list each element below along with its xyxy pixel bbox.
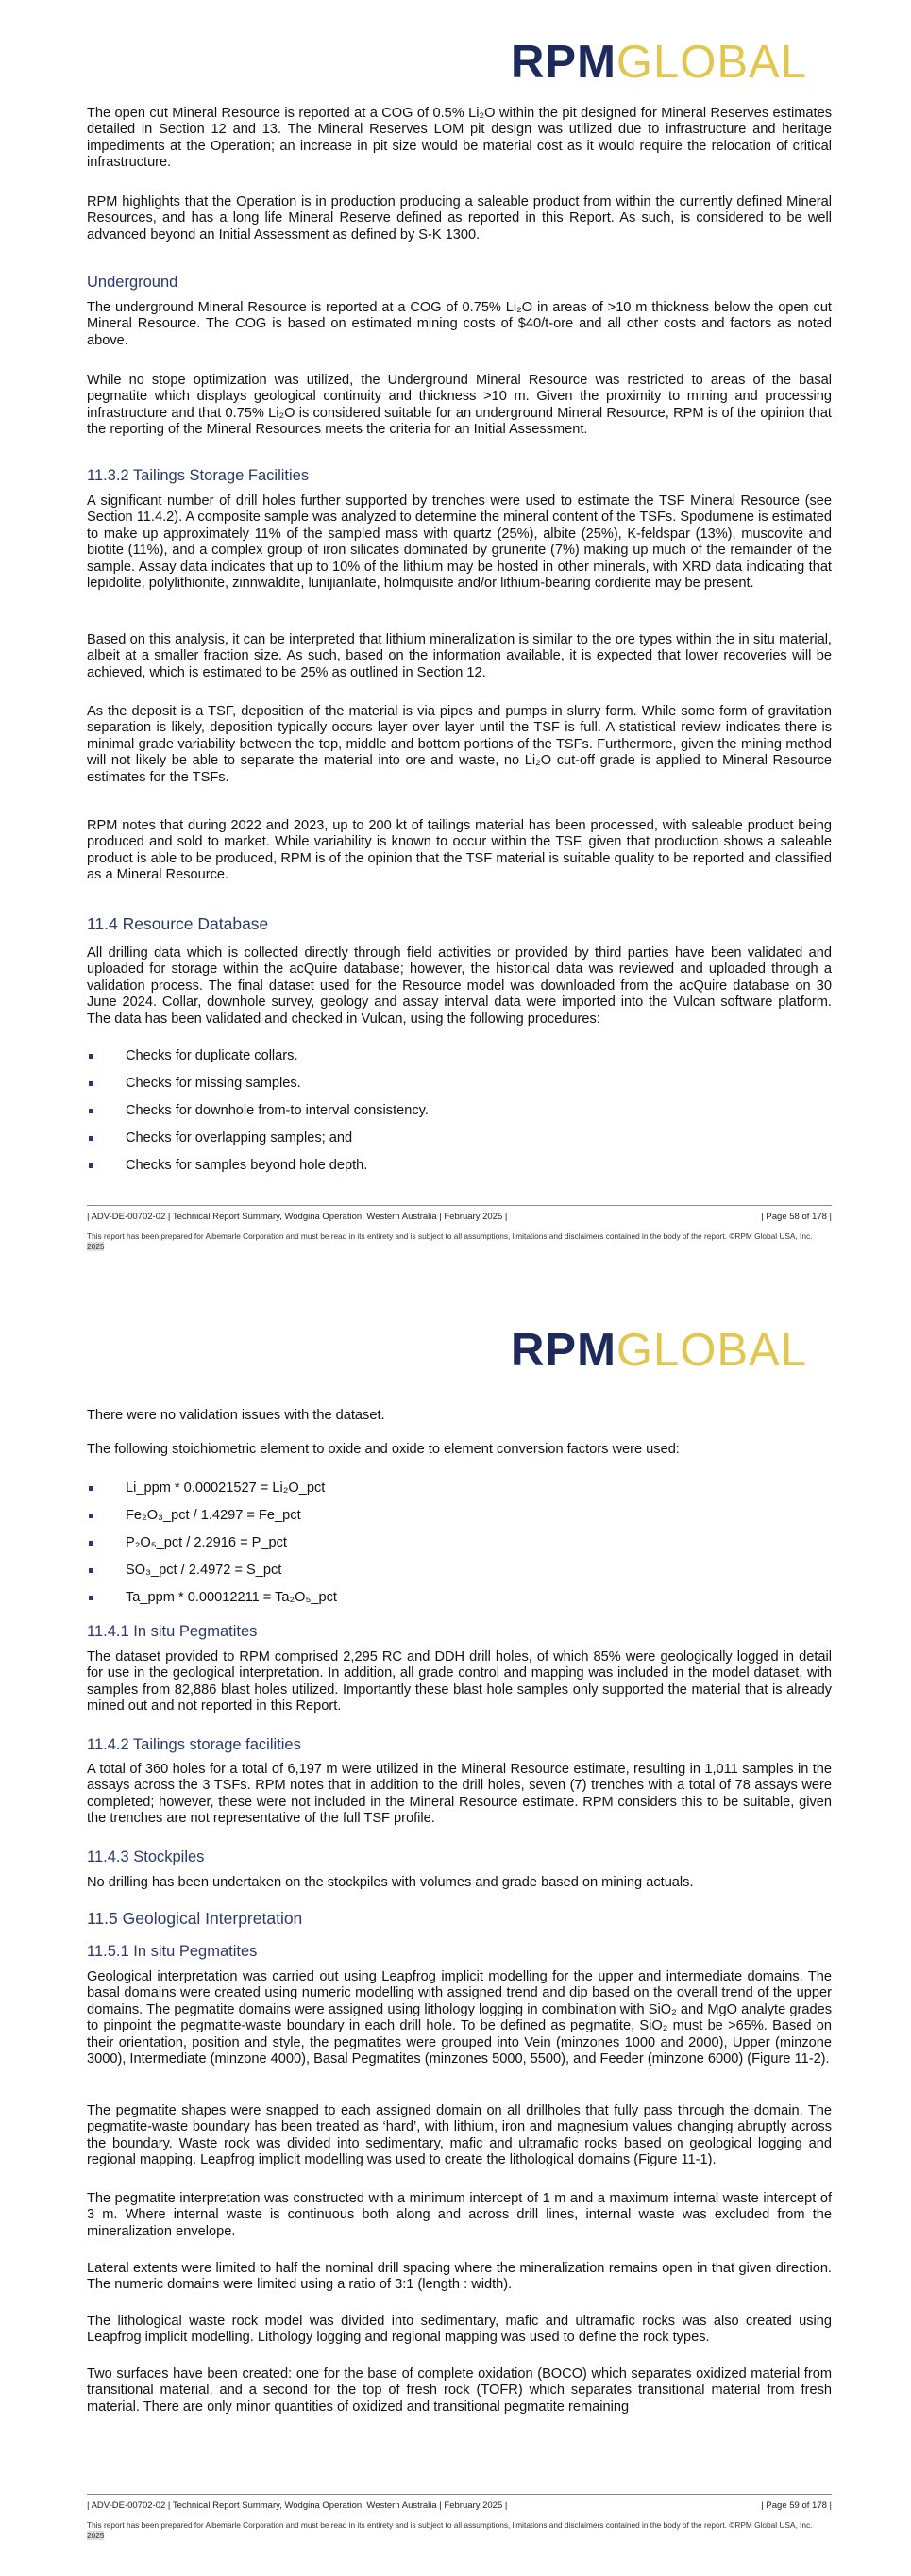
paragraph: The following stoichiometric element to oxide and oxide to element conversion factors were used: — [87, 1442, 680, 1457]
footer-page-number: | Page 58 of 178 | — [761, 1212, 832, 1222]
footer-rule — [87, 1205, 832, 1206]
disclaimer-year: 2025 — [87, 2530, 105, 2540]
conversion-factors-list — [87, 1480, 832, 1617]
page-59-body — [87, 1408, 832, 2484]
logo-global: GLOBAL — [616, 37, 807, 88]
section-heading-11-5-1: 11.5.1 In situ Pegmatites — [87, 1943, 258, 1960]
page-59 — [0, 1288, 911, 2576]
section-heading-11-4-2: 11.4.2 Tailings storage facilities — [87, 1736, 301, 1753]
disclaimer-text: This report has been prepared for Albemarle Corporation and must be read in its entirety and is subject to all assumptions, limitations and disclaimers contained in the body of the report. ©RPM Global USA, Inc. — [87, 1231, 813, 1241]
list-item: Checks for samples beyond hole depth. — [87, 1158, 832, 1185]
paragraph: A significant number of drill holes further supported by trenches were used to estimate the TSF Mineral Resource (see Section 11.4.2). A composite sample was analyzed to determine the mineral content of the TSFs. Spodumene is estimated to make up approximately 11% of the sampled mass with quartz (25%), albite (25%), K-feldspar (13%), muscovite and biotite (11%), and a complex group of iron silicates dominated by grunerite (7%) making up much of the remainder of the sample. Assay data indicates that up to 10% of the lithium may be hosted in other minerals, with XRD data indicating that lepidolite, polylithionite, zinnwaldite, lunijianlaite, holmquisite and/or lithium-bearing cordierite may be present. — [87, 493, 832, 592]
footer-rule — [87, 2494, 832, 2495]
list-item: Checks for overlapping samples; and — [87, 1130, 832, 1158]
list-item: P₂O₅_pct / 2.2916 = P_pct — [87, 1535, 832, 1563]
section-heading-11-5: 11.5 Geological Interpretation — [87, 1909, 303, 1928]
section-heading-11-4: 11.4 Resource Database — [87, 914, 269, 933]
paragraph: The open cut Mineral Resource is reported at a COG of 0.5% Li₂O within the pit designed for Mineral Reserves estimates detailed in Section 12 and 13. The Mineral Reserves LOM pit design was utilized due to infrastructure and heritage impediments at the Operation; an increase in pit size would be material cost as it would require the relocation of critical infrastructure. — [87, 106, 832, 171]
paragraph: No drilling has been undertaken on the stockpiles with volumes and grade based on mining actuals. — [87, 1875, 694, 1890]
footer-document-info: | ADV-DE-00702-02 | Technical Report Summary, Wodgina Operation, Western Australia | February 2025 | — [87, 1212, 508, 1222]
list-item: Checks for missing samples. — [87, 1076, 832, 1103]
logo-rpm: RPM — [511, 37, 616, 88]
paragraph: The dataset provided to RPM comprised 2,295 RC and DDH drill holes, of which 85% were geologically logged in detail for use in the geological interpretation. In addition, all grade control and mapping was included in the model dataset, with samples from 82,886 blast holes utilized. Importantly these blast hole samples only supported the material that is already mined out and not reported in this Report. — [87, 1649, 832, 1715]
section-heading-11-3-2: 11.3.2 Tailings Storage Facilities — [87, 467, 310, 484]
footer-page-number: | Page 59 of 178 | — [761, 2501, 832, 2511]
paragraph: All drilling data which is collected directly through field activities or provided by third parties have been validated and uploaded for storage within the acQuire database; however, the historical data was reviewed and uploaded through a validation process. The final dataset used for the Resource model was downloaded from the acQuire database on 30 June 2024. Collar, downhole survey, geology and assay interval data were imported into the Vulcan software platform. The data has been validated and checked in Vulcan, using the following procedures: — [87, 945, 832, 1027]
paragraph: There were no validation issues with the dataset. — [87, 1408, 385, 1423]
list-item: Checks for downhole from-to interval consistency. — [87, 1103, 832, 1130]
section-heading-11-4-1: 11.4.1 In situ Pegmatites — [87, 1623, 258, 1640]
footer-document-info: | ADV-DE-00702-02 | Technical Report Summary, Wodgina Operation, Western Australia | February 2025 | — [87, 2501, 508, 2511]
paragraph: The pegmatite interpretation was constructed with a minimum intercept of 1 m and a maximum internal waste intercept of 3 m. Where internal waste is continuous both along and across drill lines, internal waste was excluded from the mineralization envelope. — [87, 2191, 832, 2239]
paragraph: Geological interpretation was carried out using Leapfrog implicit modelling for the upper and intermediate domains. The basal domains were created using numeric modelling with assigned trend and dip based on the overall trend of the upper domains. The pegmatite domains were assigned using lithology logging in combination with SiO₂ and MgO analyte grades to pinpoint the pegmatite-waste boundary in each drill hole. To be defined as pegmatite, SiO₂ must be >65%. Based on their orientation, position and style, the pegmatites were grouped into Vein (minzones 1000 and 2000), Upper (minzone 3000), Intermediate (minzone 4000), Basal Pegmatites (minzones 5000, 5500), and Feeder (minzone 6000) (Figure 11-2). — [87, 1969, 832, 2067]
disclaimer-text: This report has been prepared for Albemarle Corporation and must be read in its entirety and is subject to all assumptions, limitations and disclaimers contained in the body of the report. ©RPM Global USA, Inc. — [87, 2520, 813, 2530]
list-item: Checks for duplicate collars. — [87, 1048, 832, 1076]
footer-disclaimer — [87, 2520, 832, 2540]
paragraph: A total of 360 holes for a total of 6,197 m were utilized in the Mineral Resource estimate, resulting in 1,011 samples in the assays across the 3 TSFs. RPM notes that in addition to the drill holes, seven (7) trenches with a total of 78 assays were completed; however, these were not included in the Mineral Resource estimate. RPM considers this to be suitable, given the trenches are not representative of the full TSF profile. — [87, 1762, 832, 1827]
paragraph: The pegmatite shapes were snapped to each assigned domain on all drillholes that fully pass through the domain. The pegmatite-waste boundary has been treated as ‘hard’, with lithium, iron and magnesium values changing abruptly across the boundary. Waste rock was divided into sedimentary, mafic and ultramafic rocks based on geological logging and regional mapping. Leapfrog implicit modelling was used to create the lithological domains (Figure 11-1). — [87, 2103, 832, 2168]
logo-global: GLOBAL — [616, 1325, 807, 1376]
list-item: Li_ppm * 0.00021527 = Li₂O_pct — [87, 1480, 832, 1508]
paragraph: The underground Mineral Resource is reported at a COG of 0.75% Li₂O in areas of >10 m thickness below the open cut Mineral Resource. The COG is based on estimated mining costs of $40/t-ore and all other costs and factors as noted above. — [87, 300, 832, 348]
page-footer — [87, 1205, 832, 1251]
section-heading-underground: Underground — [87, 274, 178, 291]
paragraph: RPM highlights that the Operation is in production producing a saleable product from within the currently defined Mineral Resources, and has a long life Mineral Reserve defined as reported in this Report. As such, is considered to be well advanced beyond an Initial Assessment as defined by S-K 1300. — [87, 194, 832, 243]
rpm-global-logo — [511, 38, 807, 87]
logo-rpm: RPM — [511, 1325, 616, 1376]
page-footer — [87, 2494, 832, 2540]
page-58-body — [87, 106, 832, 1181]
paragraph: Two surfaces have been created: one for the base of complete oxidation (BOCO) which separates oxidized material from transitional material, and a second for the top of fresh rock (TOFR) which separates transitional material from fresh material. There are only minor quantities of oxidized and transitional pegmatite remaining — [87, 2367, 832, 2415]
paragraph: Based on this analysis, it can be interpreted that lithium mineralization is similar to the ore types within the in situ material, albeit at a smaller fraction size. As such, based on the information available, it is expected that lower recoveries will be achieved, which is estimated to be 25% as outlined in Section 12. — [87, 632, 832, 680]
section-heading-11-4-3: 11.4.3 Stockpiles — [87, 1848, 205, 1865]
validation-checks-list — [87, 1048, 832, 1185]
list-item: SO₃_pct / 2.4972 = S_pct — [87, 1563, 832, 1590]
list-item: Ta_ppm * 0.00012211 = Ta₂O₅_pct — [87, 1590, 832, 1617]
disclaimer-year: 2025 — [87, 1241, 105, 1251]
paragraph: While no stope optimization was utilized, the Underground Mineral Resource was restricted to areas of the basal pegmatite which displays geological continuity and thickness >10 m. Given the proximity to mining and processing infrastructure and that 0.75% Li₂O is considered suitable for an underground Mineral Resource, RPM is of the opinion that the reporting of the Mineral Resources meets the criteria for an Initial Assessment. — [87, 373, 832, 438]
paragraph: As the deposit is a TSF, deposition of the material is via pipes and pumps in slurry form. While some form of gravitation separation is likely, deposition typically occurs layer over layer until the TSF is full. A statistical review indicates there is minimal grade variability between the top, middle and bottom portions of the TSFs. Furthermore, given the mining method will not likely be able to separate the material into ore and waste, no Li₂O cut-off grade is applied to Mineral Resource estimates for the TSFs. — [87, 704, 832, 785]
paragraph: Lateral extents were limited to half the nominal drill spacing where the mineralization remains open in that given direction. The numeric domains were limited using a ratio of 3:1 (length : width). — [87, 2261, 832, 2293]
list-item: Fe₂O₃_pct / 1.4297 = Fe_pct — [87, 1508, 832, 1535]
paragraph: The lithological waste rock model was divided into sedimentary, mafic and ultramafic rocks was also created using Leapfrog implicit modelling. Lithology logging and regional mapping was used to define the rock types. — [87, 2314, 832, 2346]
rpm-global-logo — [511, 1326, 807, 1375]
footer-disclaimer — [87, 1231, 832, 1251]
paragraph: RPM notes that during 2022 and 2023, up to 200 kt of tailings material has been processed, with saleable product being produced and sold to market. While variability is known to occur within the TSF, given that production shows a saleable product is able to be produced, RPM is of the opinion that the TSF material is suitable quality to be reported and classified as a Mineral Resource. — [87, 818, 832, 883]
